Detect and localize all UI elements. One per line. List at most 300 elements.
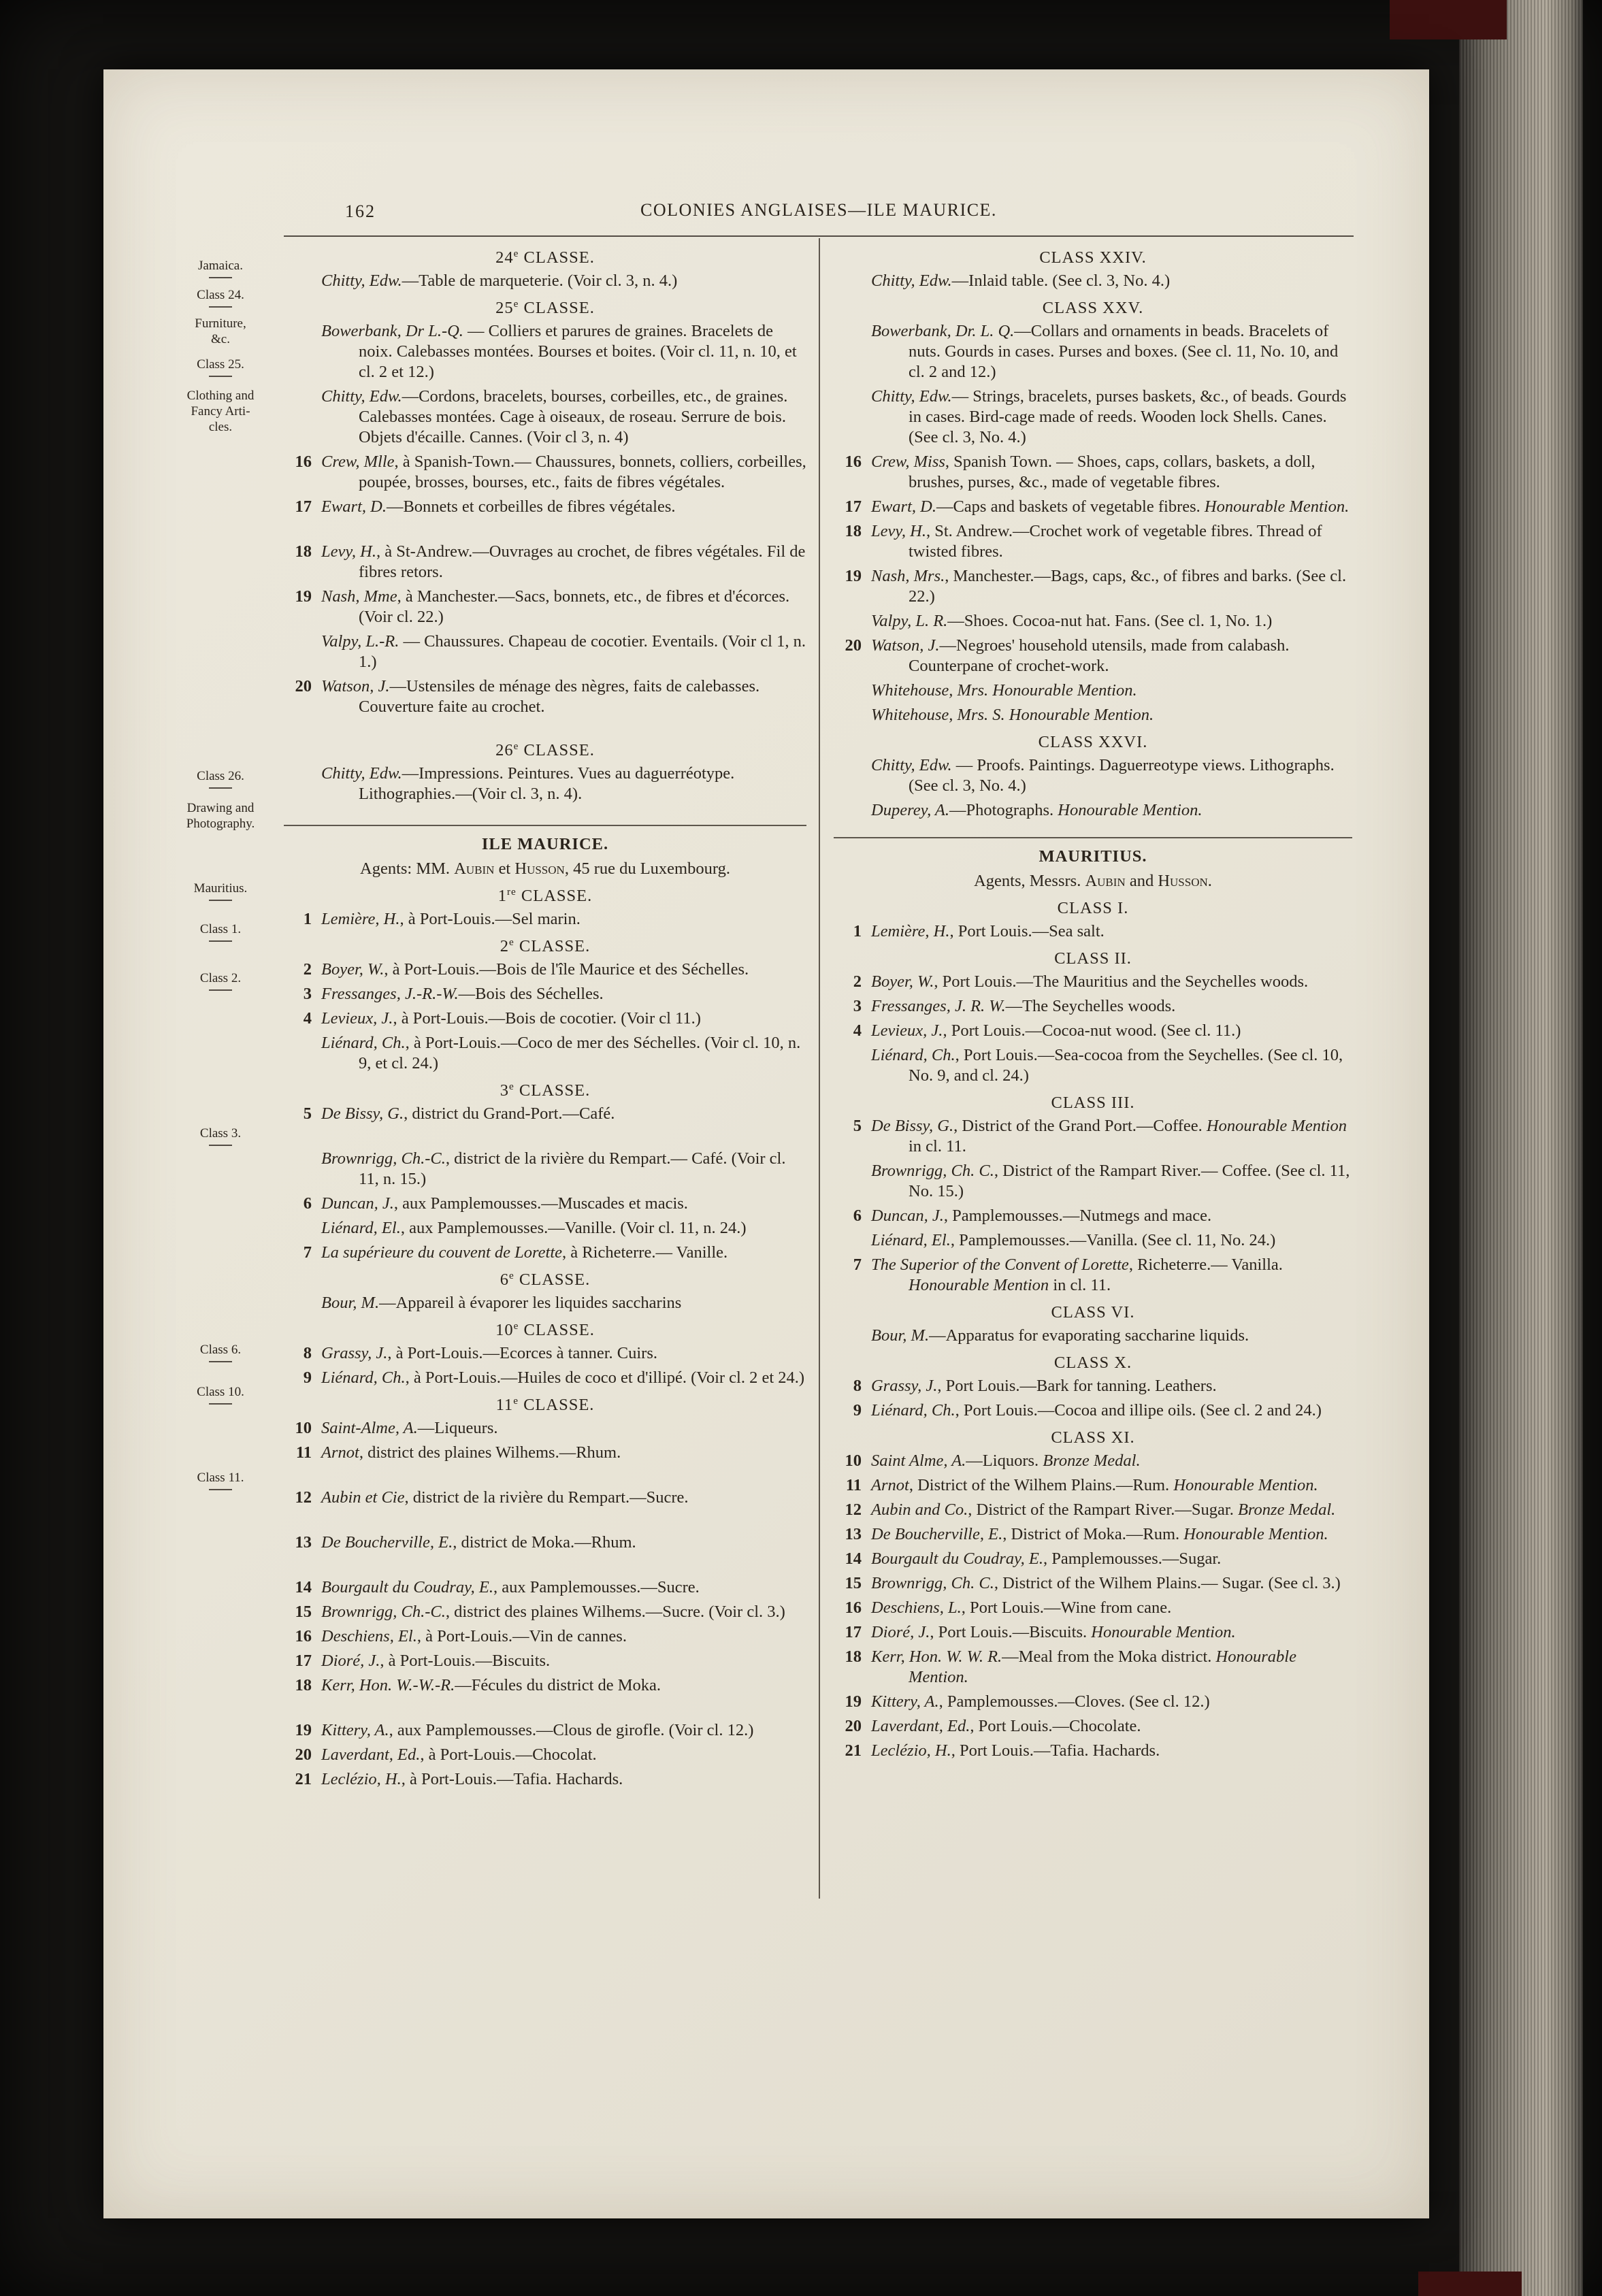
exhibitor-name: Duncan, J. bbox=[321, 1194, 394, 1213]
exhibitor-name: Levy, H. bbox=[871, 522, 926, 540]
entry-number: 17 bbox=[845, 497, 862, 516]
entry-number: 20 bbox=[845, 636, 862, 655]
entry-text: in cl. 11. bbox=[909, 1137, 966, 1155]
margin-note-line: Class 6. bbox=[199, 1343, 242, 1357]
exhibitor-name: Honourable Mention. bbox=[992, 681, 1137, 700]
class-heading: 3e CLASSE. bbox=[500, 1080, 591, 1100]
entry-number: 20 bbox=[845, 1717, 862, 1735]
entry-text: , à Richeterre.— Vanille. bbox=[562, 1243, 728, 1262]
margin-note-dash bbox=[209, 277, 232, 278]
margin-note-line: Class 25. bbox=[197, 357, 244, 372]
exhibitor-name: Aubin and Co. bbox=[871, 1500, 968, 1519]
exhibitor-name: Brownrigg, Ch. C. bbox=[871, 1162, 994, 1180]
margin-note bbox=[169, 921, 272, 942]
exhibitor-name: Saint-Alme, A. bbox=[321, 1419, 418, 1437]
exhibitor-entry bbox=[284, 632, 806, 672]
exhibitor-name: Honourable Mention. bbox=[1204, 497, 1350, 516]
exhibitor-entry bbox=[834, 1255, 1352, 1296]
exhibitor-name: Kerr, Hon. W. W. R. bbox=[871, 1647, 1002, 1666]
exhibitor-entry bbox=[834, 1376, 1352, 1396]
entry-text: — Colliers et parures de graines. Bracelets de noix. Calebasses montées. Bourses et boites. (Voir cl. 11, n. 10, et cl. 2 et 12.) bbox=[359, 322, 797, 381]
exhibitor-entry bbox=[284, 587, 806, 627]
exhibitor-entry bbox=[834, 1400, 1352, 1421]
entry-text: , Port Louis.—Cocoa-nut wood. (See cl. 11.) bbox=[943, 1021, 1241, 1040]
exhibitor-name: Levy, H. bbox=[321, 542, 376, 561]
exhibitor-entry bbox=[834, 1021, 1352, 1041]
margin-note bbox=[169, 1342, 272, 1362]
exhibitor-name: Chitty, Edw. bbox=[321, 387, 402, 406]
margin-notes bbox=[169, 69, 272, 2218]
entry-text: — Proofs. Paintings. Daguerreotype views. Lithographs. (See cl. 3, No. 4.) bbox=[909, 756, 1335, 795]
entry-number: 11 bbox=[295, 1443, 312, 1462]
entry-text: , Port Louis.—Sea salt. bbox=[949, 922, 1105, 940]
entry-number: 9 bbox=[853, 1401, 862, 1420]
exhibitor-name: De Bissy, G. bbox=[871, 1117, 954, 1135]
entry-number: 16 bbox=[295, 453, 312, 471]
exhibitor-name: Duperey, A. bbox=[871, 801, 949, 819]
exhibitor-name: Valpy, L.-R. bbox=[321, 632, 399, 651]
exhibitor-name: Chitty, Edw. bbox=[871, 387, 952, 406]
exhibitor-entry bbox=[284, 1443, 806, 1463]
book-cover-bottom-right bbox=[1418, 2272, 1522, 2296]
exhibitor-name: Leclézio, H. bbox=[321, 1770, 402, 1788]
exhibitor-name: Kerr, Hon. W.-W.-R. bbox=[321, 1676, 455, 1694]
exhibitor-name: The Superior of the Convent of Lorette bbox=[871, 1256, 1129, 1274]
margin-note-dash bbox=[209, 376, 232, 377]
margin-note bbox=[169, 1384, 272, 1405]
entry-text: , Port Louis.—Wine from cane. bbox=[961, 1598, 1172, 1617]
entry-number: 12 bbox=[295, 1488, 312, 1507]
entry-text: , à Port-Louis.—Bois de l'île Maurice et des Séchelles. bbox=[384, 960, 749, 979]
entry-text: , à Manchester.—Sacs, bonnets, etc., de fibres et d'écorces. (Voir cl. 22.) bbox=[359, 587, 790, 626]
exhibitor-entry bbox=[284, 1008, 806, 1029]
entry-number: 16 bbox=[845, 453, 862, 471]
exhibitor-name: Deschiens, El. bbox=[321, 1627, 417, 1645]
exhibitor-entry bbox=[834, 452, 1352, 493]
entry-number: 5 bbox=[853, 1117, 862, 1135]
exhibitor-name: Brownrigg, Ch. C. bbox=[871, 1574, 994, 1592]
exhibitor-entry bbox=[834, 1045, 1352, 1086]
entry-text: — Strings, bracelets, purses baskets, &c., of beads. Gourds in cases. Bird-cage made of reeds. Wooden lock Shells. Canes. (See cl. 3, No. 4.) bbox=[909, 387, 1347, 446]
entry-text: —Negroes' household utensils, made from calabash. Counterpane of crochet-work. bbox=[909, 636, 1290, 675]
exhibitor-entry bbox=[284, 1532, 806, 1553]
exhibitor-entry bbox=[834, 1230, 1352, 1251]
entry-number: 4 bbox=[853, 1021, 862, 1040]
exhibitor-name: Arnot bbox=[871, 1476, 909, 1494]
entry-text: , District of the Rampart River.—Sugar. bbox=[968, 1500, 1238, 1519]
margin-note bbox=[169, 970, 272, 991]
margin-note-dash bbox=[209, 1489, 232, 1490]
class-heading: 11e CLASSE. bbox=[495, 1394, 595, 1414]
exhibitor-name: Whitehouse, Mrs. S. bbox=[871, 706, 1005, 724]
entry-text: , District of the Rampart River.— Coffee. (See cl. 11, No. 15.) bbox=[909, 1162, 1350, 1200]
class-heading: CLASS II. bbox=[1054, 949, 1132, 968]
entry-number: 17 bbox=[295, 497, 312, 516]
entry-text: —Fécules du district de Moka. bbox=[455, 1676, 661, 1694]
entry-number: 13 bbox=[295, 1533, 312, 1552]
exhibitor-name: Honourable Mention bbox=[909, 1276, 1049, 1294]
entry-number: 18 bbox=[295, 542, 312, 561]
exhibitor-name: Nash, Mme bbox=[321, 587, 397, 606]
exhibitor-entry bbox=[834, 271, 1352, 291]
entry-text: , Port Louis.—Cocoa and illipe oils. (See cl. 2 and 24.) bbox=[955, 1401, 1322, 1420]
exhibitor-entry bbox=[284, 1577, 806, 1598]
entry-text: , à Port-Louis.—Bois de cocotier. (Voir cl 11.) bbox=[393, 1009, 701, 1028]
entry-text: , District of the Grand Port.—Coffee. bbox=[953, 1117, 1207, 1135]
exhibitor-entry bbox=[284, 387, 806, 448]
entry-number: 15 bbox=[295, 1603, 312, 1621]
entry-text: et bbox=[494, 859, 515, 878]
entry-text: , à Spanish-Town.— Chaussures, bonnets, colliers, corbeilles, poupée, brosses, bourses, etc., faits de fibres végétales. bbox=[359, 453, 806, 491]
exhibitor-entry bbox=[834, 611, 1352, 632]
agents-line bbox=[834, 871, 1352, 891]
margin-note bbox=[169, 1126, 272, 1146]
exhibitor-entry bbox=[834, 1500, 1352, 1520]
exhibitor-name: Watson, J. bbox=[871, 636, 940, 655]
entry-text: —Bois des Séchelles. bbox=[458, 985, 604, 1003]
class-heading: 25e CLASSE. bbox=[495, 297, 595, 317]
entry-text: —Cordons, bracelets, bourses, corbeilles, etc., de graines. Calebasses montées. Cage à oiseaux, de roseau. Serrure de bois. Objets d'écaille. Cannes. (Voir cl 3, n. 4) bbox=[359, 387, 788, 446]
exhibitor-name: Levieux, J. bbox=[321, 1009, 393, 1028]
exhibitor-name: Valpy, L. R. bbox=[871, 612, 948, 630]
margin-note-line: Furniture, bbox=[195, 316, 246, 331]
exhibitor-entry bbox=[284, 1651, 806, 1671]
class-heading: CLASS VI. bbox=[1051, 1303, 1135, 1322]
entry-text: —Liquors. bbox=[966, 1452, 1043, 1470]
margin-note bbox=[169, 388, 272, 435]
entry-text: , Port Louis.—The Mauritius and the Seychelles woods. bbox=[934, 972, 1309, 991]
french-column bbox=[284, 241, 806, 1794]
exhibitor-name: Laverdant, Ed. bbox=[871, 1717, 970, 1735]
entry-text: , Port Louis.—Tafia. Hachards. bbox=[951, 1741, 1160, 1760]
exhibitor-name: Arnot bbox=[321, 1443, 359, 1462]
exhibitor-entry bbox=[834, 1573, 1352, 1594]
exhibitor-name: Liénard, Ch. bbox=[871, 1046, 955, 1064]
entry-text: , à Port-Louis.—Ecorces à tanner. Cuirs. bbox=[387, 1344, 657, 1362]
margin-note-line: Class 1. bbox=[199, 922, 242, 936]
agents-line bbox=[284, 859, 806, 879]
section-rule bbox=[284, 825, 806, 826]
exhibitor-entry bbox=[284, 1675, 806, 1696]
entry-text: Agents, Messrs. bbox=[974, 872, 1085, 890]
entry-text: , à Port-Louis.—Huiles de coco et d'illipé. (Voir cl. 2 et 24.) bbox=[405, 1368, 805, 1387]
book-page bbox=[103, 69, 1429, 2218]
margin-note-line: Class 11. bbox=[197, 1471, 244, 1485]
entry-number: 17 bbox=[295, 1652, 312, 1670]
class-heading: CLASS I. bbox=[1057, 899, 1129, 917]
exhibitor-name: Chitty, Edw. bbox=[871, 756, 952, 774]
entry-text: —Table de marqueterie. (Voir cl. 3, n. 4.) bbox=[402, 272, 678, 290]
class-heading: CLASS III. bbox=[1051, 1094, 1135, 1112]
exhibitor-entry bbox=[834, 921, 1352, 942]
class-heading: 26e CLASSE. bbox=[495, 740, 595, 759]
exhibitor-entry bbox=[284, 1745, 806, 1765]
entry-number: 8 bbox=[853, 1377, 862, 1395]
entry-text: —Apparatus for evaporating saccharine liquids. bbox=[929, 1326, 1249, 1345]
entry-text: , district des plaines Wilhems.—Rhum. bbox=[359, 1443, 621, 1462]
margin-note-line: Class 26. bbox=[197, 769, 244, 783]
english-column bbox=[834, 241, 1352, 1765]
exhibitor-entry bbox=[834, 705, 1352, 725]
exhibitor-entry bbox=[834, 1206, 1352, 1226]
entry-text: —Bonnets et corbeilles de fibres végétales. bbox=[386, 497, 676, 516]
exhibitor-name: Liénard, Ch. bbox=[321, 1368, 406, 1387]
margin-note-line: Drawing and bbox=[186, 801, 255, 815]
exhibitor-name: Chitty, Edw. bbox=[321, 764, 402, 783]
exhibitor-entry bbox=[284, 271, 806, 291]
section-title: MAURITIUS. bbox=[1039, 847, 1147, 866]
exhibitor-name: Kittery, A. bbox=[871, 1692, 939, 1711]
exhibitor-entry bbox=[284, 1293, 806, 1313]
entry-text: —Ustensiles de ménage des nègres, faits de calebasses. Couverture faite au crochet. bbox=[359, 677, 760, 716]
entry-text: , District of the Wilhem Plains.—Rum. bbox=[909, 1476, 1174, 1494]
entry-text: —Shoes. Cocoa-nut hat. Fans. (See cl. 1, No. 1.) bbox=[947, 612, 1273, 630]
running-header: COLONIES ANGLAISES—ILE MAURICE. bbox=[640, 200, 997, 220]
exhibitor-entry bbox=[284, 1626, 806, 1647]
entry-text: —Caps and baskets of vegetable fibres. bbox=[936, 497, 1205, 516]
exhibitor-name: Nash, Mrs. bbox=[871, 567, 945, 585]
exhibitor-name: Lemière, H. bbox=[321, 910, 400, 928]
margin-note-dash bbox=[209, 1145, 232, 1146]
exhibitor-name: Liénard, Ch. bbox=[871, 1401, 955, 1420]
margin-note-dash bbox=[209, 1361, 232, 1362]
class-heading: 24e CLASSE. bbox=[495, 247, 595, 267]
exhibitor-entry bbox=[284, 1488, 806, 1508]
exhibitor-name: Chitty, Edw. bbox=[321, 272, 402, 290]
entry-text: , Richeterre.— Vanilla. bbox=[1128, 1256, 1283, 1274]
entry-number: 21 bbox=[845, 1741, 862, 1760]
margin-note-line: Class 2. bbox=[199, 971, 242, 985]
exhibitor-name: Honourable Mention bbox=[1206, 1117, 1347, 1135]
entry-text: Aubin bbox=[454, 859, 495, 878]
margin-note bbox=[169, 881, 272, 901]
entry-text: , à Port-Louis.—Vin de cannes. bbox=[416, 1627, 627, 1645]
entry-text: Agents: MM. bbox=[360, 859, 455, 878]
class-heading: CLASS XXIV. bbox=[1039, 248, 1147, 267]
entry-text: Aubin bbox=[1085, 872, 1126, 890]
class-heading: CLASS XXV. bbox=[1042, 299, 1144, 317]
margin-note-line: Clothing and bbox=[186, 389, 255, 403]
entry-text: —Photographs. bbox=[949, 801, 1058, 819]
exhibitor-entry bbox=[284, 1368, 806, 1388]
entry-number: 9 bbox=[303, 1368, 312, 1387]
exhibitor-entry bbox=[284, 1149, 806, 1190]
entry-number: 10 bbox=[845, 1452, 862, 1470]
book-cover-top-right bbox=[1390, 0, 1507, 39]
exhibitor-entry bbox=[834, 1622, 1352, 1643]
entry-text: and bbox=[1125, 872, 1158, 890]
margin-note bbox=[169, 258, 272, 278]
exhibitor-entry bbox=[834, 387, 1352, 448]
exhibitor-entry bbox=[834, 1741, 1352, 1761]
margin-note-dash bbox=[209, 900, 232, 901]
entry-text: in cl. 11. bbox=[1049, 1276, 1111, 1294]
exhibitor-name: Liénard, El. bbox=[871, 1231, 951, 1249]
exhibitor-name: De Bissy, G. bbox=[321, 1104, 404, 1123]
exhibitor-name: Bronze Medal. bbox=[1237, 1500, 1336, 1519]
entry-text: , Port Louis.—Bark for tanning. Leathers. bbox=[937, 1377, 1217, 1395]
exhibitor-name: Bour, M. bbox=[321, 1294, 380, 1312]
entry-text: , Manchester.—Bags, caps, &c., of fibres and barks. (See cl. 22.) bbox=[909, 567, 1347, 606]
exhibitor-name: Dioré, J. bbox=[871, 1623, 930, 1641]
entry-number: 1 bbox=[853, 922, 862, 940]
exhibitor-entry bbox=[284, 1720, 806, 1741]
exhibitor-entry bbox=[834, 996, 1352, 1017]
exhibitor-entry bbox=[284, 321, 806, 382]
exhibitor-entry bbox=[834, 1716, 1352, 1737]
entry-text: , aux Pamplemousses.—Clous de girofle. (Voir cl. 12.) bbox=[389, 1721, 754, 1739]
entry-text: , district du Grand-Port.—Café. bbox=[404, 1104, 615, 1123]
entry-number: 2 bbox=[853, 972, 862, 991]
entry-text: —The Seychelles woods. bbox=[1005, 997, 1176, 1015]
entry-text: , Pamplemousses.—Nutmegs and mace. bbox=[943, 1207, 1212, 1225]
exhibitor-name: Liénard, El. bbox=[321, 1219, 401, 1237]
exhibitor-name: Bowerbank, Dr. L. Q. bbox=[871, 322, 1015, 340]
header-rule bbox=[284, 235, 1354, 237]
exhibitor-entry bbox=[834, 1326, 1352, 1346]
entry-number: 11 bbox=[845, 1476, 862, 1494]
entry-text: , district de la rivière du Rempart.—Sucre. bbox=[404, 1488, 689, 1507]
entry-number: 7 bbox=[853, 1256, 862, 1274]
exhibitor-entry bbox=[284, 497, 806, 517]
exhibitor-name: Watson, J. bbox=[321, 677, 390, 695]
exhibitor-entry bbox=[834, 755, 1352, 796]
entry-text: , à Port-Louis.—Chocolat. bbox=[420, 1745, 597, 1764]
exhibitor-name: Dioré, J. bbox=[321, 1652, 380, 1670]
exhibitor-name: Deschiens, L. bbox=[871, 1598, 962, 1617]
exhibitor-entry bbox=[834, 972, 1352, 992]
entry-text: , à Port-Louis.—Biscuits. bbox=[380, 1652, 551, 1670]
class-heading: 10e CLASSE. bbox=[495, 1319, 595, 1339]
entry-text: —Collars and ornaments in beads. Bracelets of nuts. Gourds in cases. Purses and boxes. (See cl. 11, No. 10, and cl. 2 and 12.) bbox=[909, 322, 1339, 381]
entry-number: 7 bbox=[303, 1243, 312, 1262]
exhibitor-name: Whitehouse, Mrs. bbox=[871, 681, 989, 700]
margin-note-line: Class 24. bbox=[197, 288, 244, 302]
exhibitor-name: Crew, Miss bbox=[871, 453, 945, 471]
entry-text: , à Port-Louis.—Sel marin. bbox=[399, 910, 581, 928]
class-heading: CLASS XI. bbox=[1051, 1428, 1135, 1447]
entry-text: , Pamplemousses.—Cloves. (See cl. 12.) bbox=[938, 1692, 1210, 1711]
entry-number: 20 bbox=[295, 677, 312, 695]
exhibitor-name: Honourable Mention. bbox=[1091, 1623, 1236, 1641]
exhibitor-name: Crew, Mlle bbox=[321, 453, 395, 471]
exhibitor-entry bbox=[834, 566, 1352, 607]
entry-text: , Port Louis.—Biscuits. bbox=[930, 1623, 1092, 1641]
margin-note-dash bbox=[209, 306, 232, 308]
exhibitor-entry bbox=[284, 1769, 806, 1790]
entry-text: , Port Louis.—Chocolate. bbox=[970, 1717, 1141, 1735]
exhibitor-name: Bourgault du Coudray, E. bbox=[871, 1549, 1043, 1568]
exhibitor-entry bbox=[834, 1549, 1352, 1569]
exhibitor-entry bbox=[834, 1647, 1352, 1688]
exhibitor-entry bbox=[284, 764, 806, 804]
margin-note bbox=[169, 768, 272, 789]
margin-note bbox=[169, 1470, 272, 1490]
exhibitor-entry bbox=[284, 960, 806, 980]
page-number: 162 bbox=[345, 201, 376, 221]
margin-note-dash bbox=[209, 989, 232, 991]
exhibitor-name: Kittery, A. bbox=[321, 1721, 389, 1739]
book-fore-edge bbox=[1459, 0, 1583, 2296]
exhibitor-entry bbox=[284, 1602, 806, 1622]
entry-text: , Port Louis.—Sea-cocoa from the Seychelles. (See cl. 10, No. 9, and cl. 24.) bbox=[909, 1046, 1343, 1085]
section-title: ILE MAURICE. bbox=[481, 835, 609, 853]
class-heading: 1re CLASSE. bbox=[497, 885, 593, 905]
exhibitor-entry bbox=[284, 1033, 806, 1074]
entry-text: —Meal from the Moka district. bbox=[1002, 1647, 1216, 1666]
exhibitor-name: Ewart, D. bbox=[321, 497, 387, 516]
entry-text: . bbox=[1207, 872, 1212, 890]
exhibitor-name: Boyer, W. bbox=[871, 972, 934, 991]
class-heading: CLASS X. bbox=[1053, 1354, 1132, 1372]
entry-number: 17 bbox=[845, 1623, 862, 1641]
margin-note-dash bbox=[209, 787, 232, 789]
exhibitor-name: Brownrigg, Ch.-C. bbox=[321, 1149, 446, 1168]
margin-note-line: Class 3. bbox=[199, 1126, 242, 1141]
exhibitor-entry bbox=[834, 497, 1352, 517]
entry-text: —Liqueurs. bbox=[417, 1419, 498, 1437]
margin-note bbox=[169, 357, 272, 377]
entry-number: 4 bbox=[303, 1009, 312, 1028]
margin-note-dash bbox=[209, 1403, 232, 1405]
exhibitor-name: Duncan, J. bbox=[871, 1207, 944, 1225]
exhibitor-name: De Boucherville, E. bbox=[321, 1533, 453, 1552]
exhibitor-entry bbox=[284, 909, 806, 930]
page-header bbox=[284, 200, 1354, 227]
entry-number: 18 bbox=[845, 1647, 862, 1666]
entry-number: 8 bbox=[303, 1344, 312, 1362]
margin-note-line: Jamaica. bbox=[198, 259, 243, 273]
entry-number: 13 bbox=[845, 1525, 862, 1543]
entry-text: —Impressions. Peintures. Vues au daguerréotype. Lithographies.—(Voir cl. 3, n. 4). bbox=[359, 764, 735, 803]
class-heading: 6e CLASSE. bbox=[500, 1269, 591, 1289]
exhibitor-name: Grassy, J. bbox=[871, 1377, 938, 1395]
entry-number: 3 bbox=[853, 997, 862, 1015]
exhibitor-name: Honourable Mention. bbox=[909, 1647, 1296, 1686]
entry-text: , aux Pamplemousses.—Vanille. (Voir cl. 11, n. 24.) bbox=[400, 1219, 747, 1237]
entry-number: 20 bbox=[295, 1745, 312, 1764]
exhibitor-entry bbox=[834, 800, 1352, 821]
exhibitor-entry bbox=[834, 321, 1352, 382]
exhibitor-entry bbox=[834, 1598, 1352, 1618]
exhibitor-name: Fressanges, J.-R.-W. bbox=[321, 985, 459, 1003]
entry-text: —Appareil à évaporer les liquides saccharins bbox=[379, 1294, 682, 1312]
exhibitor-entry bbox=[834, 1116, 1352, 1157]
exhibitor-name: Lemière, H. bbox=[871, 922, 950, 940]
entry-text: , District of Moka.—Rum. bbox=[1002, 1525, 1184, 1543]
exhibitor-name: Bronze Medal. bbox=[1043, 1452, 1141, 1470]
entry-text: , district des plaines Wilhems.—Sucre. (Voir cl. 3.) bbox=[445, 1603, 785, 1621]
exhibitor-name: Brownrigg, Ch.-C. bbox=[321, 1603, 446, 1621]
exhibitor-name: Honourable Mention. bbox=[1173, 1476, 1318, 1494]
exhibitor-name: Bour, M. bbox=[871, 1326, 930, 1345]
exhibitor-name: Levieux, J. bbox=[871, 1021, 943, 1040]
exhibitor-entry bbox=[284, 452, 806, 493]
entry-number: 15 bbox=[845, 1574, 862, 1592]
entry-number: 10 bbox=[295, 1419, 312, 1437]
entry-text: , district de la rivière du Rempart.— Café. (Voir cl. 11, n. 15.) bbox=[359, 1149, 786, 1188]
exhibitor-entry bbox=[284, 676, 806, 717]
entry-text: —Inlaid table. (See cl. 3, No. 4.) bbox=[951, 272, 1171, 290]
entry-number: 3 bbox=[303, 985, 312, 1003]
entry-text: , Spanish Town. — Shoes, caps, collars, baskets, a doll, brushes, purses, &c., made of vegetable fibres. bbox=[909, 453, 1315, 491]
exhibitor-entry bbox=[284, 984, 806, 1004]
entry-text: Husson bbox=[1158, 872, 1208, 890]
entry-number: 19 bbox=[845, 1692, 862, 1711]
exhibitor-name: Honourable Mention. bbox=[1058, 801, 1203, 819]
entry-text: , à Port-Louis.—Coco de mer des Séchelles. (Voir cl. 10, n. 9, et cl. 24.) bbox=[359, 1034, 801, 1072]
margin-note bbox=[169, 800, 272, 832]
